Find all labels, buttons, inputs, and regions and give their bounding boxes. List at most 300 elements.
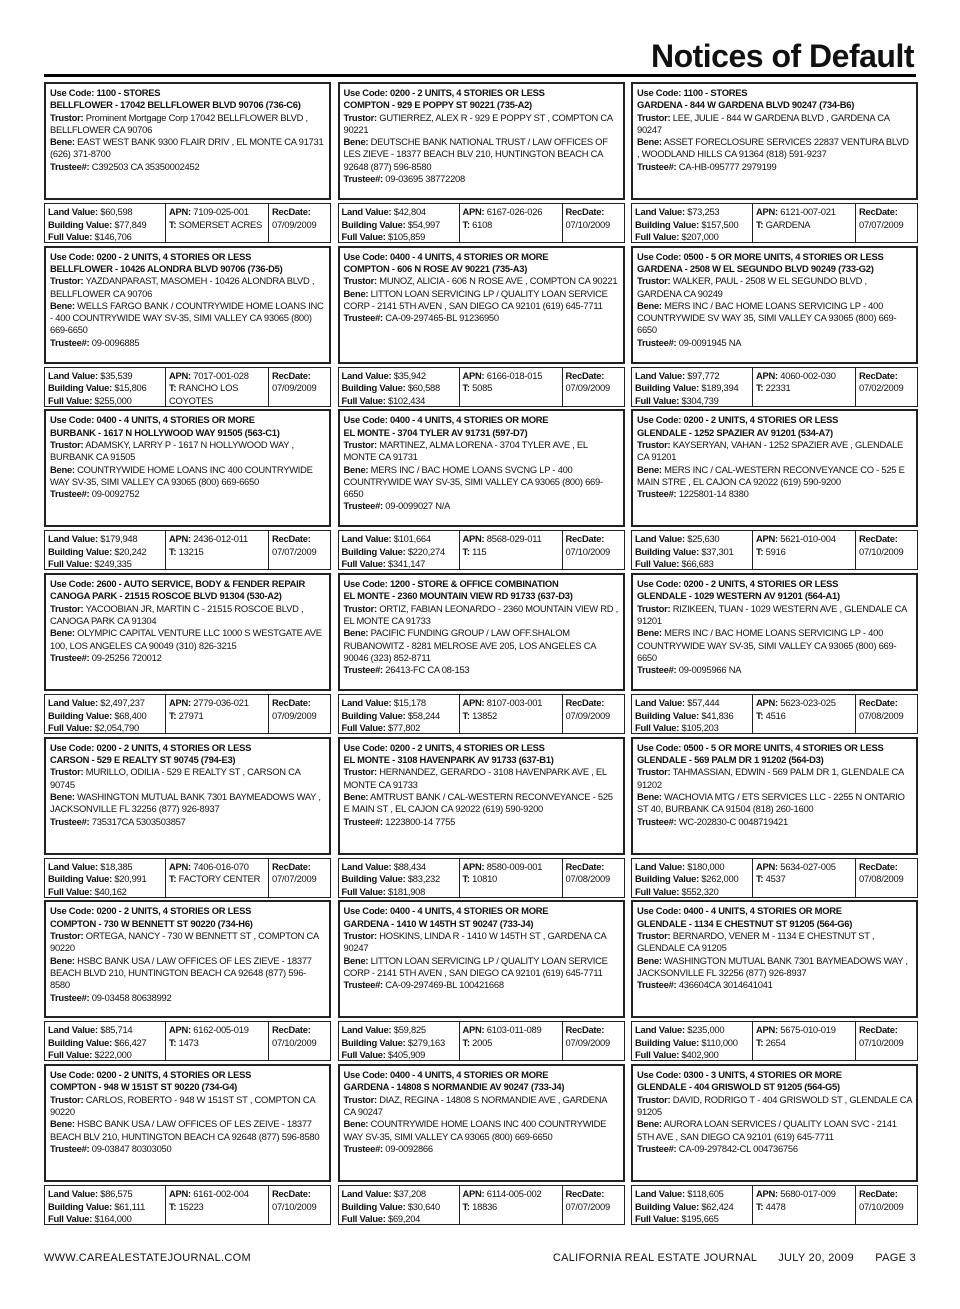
building-value-line	[48, 1201, 162, 1214]
parcel-info	[753, 531, 856, 569]
trustor-label: Trustor:	[637, 930, 671, 942]
tract-value: 6108	[472, 218, 493, 230]
tract-value: 115	[472, 545, 487, 557]
land-value-label: Land Value:	[341, 697, 392, 709]
bene-label: Bene:	[50, 463, 75, 475]
recdate-label: RecDate:	[859, 1188, 898, 1200]
building-value-line	[342, 710, 456, 723]
value-amounts	[339, 368, 460, 406]
apn-label: APN:	[462, 533, 485, 545]
land-value-line	[48, 370, 162, 383]
value-amounts	[632, 1186, 753, 1224]
tract-value: 2005	[472, 1036, 493, 1048]
footer-right	[535, 1252, 916, 1264]
apn-line	[463, 861, 559, 874]
notice-box	[631, 82, 918, 200]
land-value-label: Land Value:	[635, 1188, 685, 1200]
trustee-line	[50, 161, 199, 172]
full-value-line	[635, 886, 749, 899]
building-value-label: Building Value:	[341, 709, 406, 721]
full-value-line	[48, 231, 162, 244]
apn-line	[169, 370, 265, 383]
building-value-line	[342, 1037, 456, 1050]
land-value: $15,178	[393, 697, 426, 709]
apn-value: 5675-010-019	[780, 1024, 836, 1036]
trustee-value: CA-HB-095777 2979199	[678, 160, 777, 172]
apn-value: 6162-005-019	[193, 1024, 249, 1036]
bene-label: Bene:	[50, 299, 75, 311]
land-value-line	[342, 861, 456, 874]
tract-line	[169, 1037, 265, 1050]
full-value: $105,203	[681, 722, 719, 734]
record-date	[269, 1186, 330, 1224]
trustor-label: Trustor:	[50, 275, 84, 287]
property-address: COMPTON - 606 N ROSE AV 90221 (735-A3)	[343, 262, 528, 274]
trustee-value: 735317CA 5303503857	[91, 815, 186, 827]
tract-line	[169, 710, 265, 723]
tract-value: GARDENA	[765, 218, 811, 230]
trustee-line	[50, 652, 162, 663]
full-value: $66,683	[681, 558, 714, 570]
full-value-label: Full Value:	[635, 885, 680, 897]
building-value: $30,640	[407, 1200, 440, 1212]
trustee-value: 09-0099027 N/A	[385, 500, 451, 512]
building-value-label: Building Value:	[341, 873, 406, 885]
notice-box	[631, 900, 918, 1018]
trustee-value: 09-25256 720012	[91, 651, 162, 663]
full-value-line	[48, 722, 162, 735]
trustee-value: 436604CA 3014641041	[678, 979, 773, 991]
notice-column	[44, 737, 331, 901]
trustor-label: Trustor:	[637, 766, 671, 778]
value-table	[338, 858, 625, 898]
notice-column	[338, 1064, 625, 1228]
building-value-line	[635, 546, 749, 559]
bene-value: OLYMPIC CAPITAL VENTURE LLC 1000 S WESTGATE AVE 100, LOS ANGELES CA 90049 (310) 826-3215	[50, 627, 322, 651]
notice-row	[44, 82, 918, 246]
full-value: $105,859	[388, 231, 426, 242]
full-value-line	[48, 1049, 162, 1062]
recdate-value: 07/09/2009	[272, 382, 317, 394]
building-value-line	[635, 710, 749, 723]
bene-value: HSBC BANK USA / LAW OFFICES OF LES ZEIVE - 18377 BEACH BLV 210, HUNTINGTON BEACH CA 92648 (877) 596-8580	[50, 1118, 320, 1142]
trustor-label: Trustor:	[50, 111, 84, 123]
bene-value: HSBC BANK USA / LAW OFFICES OF LES ZIEVE - 18377 BEACH BLVD 210, HUNTINGTON BEACH CA 92648 (877) 596-8580	[50, 954, 312, 991]
land-value: $2,497,237	[100, 697, 145, 709]
trustor-label: Trustor:	[343, 930, 377, 942]
recdate-label: RecDate:	[272, 206, 311, 217]
building-value-label: Building Value:	[635, 382, 699, 394]
tract-line	[169, 219, 265, 232]
bene-line	[50, 955, 312, 991]
trustor-value: DIAZ, REGINA - 14808 S NORMANDIE AVE , GARDENA CA 90247	[343, 1093, 607, 1118]
property-address: GLENDALE - 1134 E CHESTNUT ST 91205 (564-G6)	[637, 917, 853, 929]
bene-line	[344, 1118, 607, 1141]
parcel-info	[460, 1022, 563, 1060]
trustor-label: Trustor:	[343, 766, 377, 778]
parcel-info	[753, 368, 856, 406]
land-value: $97,772	[687, 369, 720, 381]
apn-label: APN:	[462, 206, 485, 217]
parcel-info	[460, 859, 563, 897]
trustee-value: CA-09-297842-CL 004736756	[678, 1142, 798, 1154]
notice-box	[44, 409, 331, 527]
building-value-line	[342, 219, 456, 232]
apn-line	[463, 697, 559, 710]
notice-column	[631, 82, 918, 246]
recdate-value: 07/08/2009	[565, 873, 610, 885]
bene-value: MERS INC / BAC HOME LOANS SERVICING LP - 400 COUNTRYWIDE SV WAY 35, SIMI VALLEY CA 93065 (800) 669-6650	[637, 299, 897, 336]
building-value-line	[342, 546, 456, 559]
tract-line	[463, 873, 559, 886]
full-value: $146,706	[94, 231, 132, 242]
trustee-label: Trustee#:	[50, 1142, 90, 1154]
notice-column	[631, 737, 918, 901]
full-value: $222,000	[94, 1049, 132, 1061]
property-address: GARDENA - 2508 W EL SEGUNDO BLVD 90249 (733-G2)	[637, 262, 874, 274]
trustor-label: Trustor:	[637, 438, 671, 450]
building-value: $20,991	[114, 873, 147, 885]
value-table	[631, 367, 918, 407]
land-value-label: Land Value:	[341, 1188, 392, 1200]
value-table	[338, 530, 625, 570]
parcel-info	[753, 204, 856, 242]
tract-value: 13852	[472, 709, 497, 721]
bene-label: Bene:	[343, 287, 369, 299]
trustor-value: WALKER, PAUL - 2508 W EL SEGUNDO BLVD , GARDENA CA 90249	[637, 275, 867, 299]
trustor-value: Prominent Mortgage Corp 17042 BELLFLOWER BLVD , BELLFLOWER CA 90706	[50, 111, 308, 135]
apn-line	[169, 861, 265, 874]
bene-line	[637, 791, 905, 814]
value-amounts	[339, 859, 460, 897]
full-value-line	[48, 1213, 162, 1226]
value-table	[44, 1185, 331, 1225]
building-value: $279,163	[407, 1036, 445, 1048]
record-date	[269, 204, 330, 242]
recdate-value: 07/10/2009	[859, 545, 904, 557]
trustor-value: BERNARDO, VENER M - 1134 E CHESTNUT ST , GLENDALE CA 91205	[637, 930, 875, 954]
trustee-value: 1223800-14 7755	[385, 815, 456, 827]
land-value: $37,208	[393, 1188, 426, 1200]
record-date	[563, 204, 624, 242]
property-address: BELLFLOWER - 10426 ALONDRA BLVD 90706 (736-D5)	[50, 262, 283, 274]
bene-label: Bene:	[343, 1118, 369, 1130]
use-code: Use Code: 2600 - AUTO SERVICE, BODY & FENDER REPAIR	[50, 578, 306, 590]
bene-line	[637, 955, 908, 978]
trustee-label: Trustee#:	[343, 664, 383, 676]
notice-box	[44, 1064, 331, 1182]
land-value-line	[635, 370, 749, 383]
trustor-label: Trustor:	[343, 1093, 377, 1105]
value-table	[44, 1021, 331, 1061]
value-table	[631, 858, 918, 898]
apn-value: 2779-036-021	[193, 697, 249, 709]
land-value: $57,444	[687, 697, 720, 709]
land-value-label: Land Value:	[635, 697, 685, 709]
footer-website[interactable]: WWW.CAREALESTATEJOURNAL.COM	[44, 1252, 251, 1264]
bene-line	[344, 791, 613, 814]
land-value: $35,942	[393, 369, 426, 381]
land-value: $235,000	[687, 1024, 725, 1036]
notice-column	[338, 82, 625, 246]
notice-column	[338, 737, 625, 901]
trustee-value: C392503 CA 35350002452	[91, 160, 200, 172]
apn-line	[463, 370, 559, 383]
recdate-value: 07/09/2009	[565, 382, 610, 394]
record-date	[269, 368, 330, 406]
recdate-label: RecDate:	[859, 860, 898, 872]
trustor-line	[637, 112, 889, 135]
value-amounts	[339, 695, 460, 733]
trustee-line	[637, 337, 741, 348]
full-value-label: Full Value:	[635, 722, 680, 734]
trustee-line	[344, 979, 504, 990]
tract-line	[169, 873, 265, 886]
building-value: $62,424	[701, 1200, 734, 1212]
trustor-line	[344, 766, 607, 789]
apn-label: APN:	[169, 369, 191, 381]
full-value-line	[342, 395, 456, 408]
building-value: $61,111	[114, 1200, 146, 1212]
notice-column	[631, 246, 918, 410]
trustor-label: Trustor:	[637, 111, 671, 123]
apn-value: 6103-011-089	[486, 1024, 542, 1036]
use-code: Use Code: 0400 - 4 UNITS, 4 STORIES OR MORE	[343, 414, 549, 426]
trustee-value: 1225801-14 8380	[678, 488, 749, 500]
tract-value: 4516	[765, 709, 786, 721]
bene-line	[344, 464, 603, 500]
full-value-label: Full Value:	[48, 394, 93, 406]
use-code: Use Code: 0400 - 4 UNITS, 4 STORIES OR MORE	[50, 414, 255, 426]
record-date	[563, 695, 624, 733]
parcel-info	[166, 859, 269, 897]
value-table	[631, 203, 918, 243]
notice-box	[631, 246, 918, 364]
tract-label: T:	[756, 1200, 764, 1212]
value-table	[631, 1021, 918, 1061]
footer-page: PAGE 3	[875, 1252, 916, 1264]
bene-value: PACIFIC FUNDING GROUP / LAW OFF.SHALOM RUBANOWITZ - 8281 MELROSE AVE 205, LOS ANGELES CA 90046 (323) 852-8711	[343, 627, 596, 663]
land-value-label: Land Value:	[48, 860, 98, 872]
trustee-value: 09-0096885	[91, 336, 140, 348]
bene-line	[344, 627, 596, 663]
land-value: $101,664	[393, 533, 431, 545]
building-value-line	[48, 873, 162, 886]
trustor-value: DAVID, RODRIGO T - 404 GRISWOLD ST , GLENDALE CA 91205	[637, 1093, 912, 1118]
recdate-value: 07/10/2009	[859, 1200, 904, 1212]
land-value-label: Land Value:	[341, 533, 392, 545]
full-value: $249,335	[94, 558, 132, 570]
value-table	[44, 530, 331, 570]
recdate-label: RecDate:	[565, 533, 605, 545]
full-value-label: Full Value:	[341, 1049, 386, 1061]
trustee-value: 09-03695 38772208	[385, 173, 465, 185]
apn-label: APN:	[756, 206, 778, 217]
tract-label: T:	[169, 873, 177, 885]
land-value-label: Land Value:	[635, 206, 685, 217]
building-value-line	[635, 1201, 749, 1214]
bene-line	[637, 136, 909, 159]
full-value: $402,900	[681, 1049, 719, 1061]
tract-label: T:	[756, 1036, 764, 1048]
land-value: $60,598	[100, 206, 133, 217]
parcel-info	[753, 695, 856, 733]
full-value-line	[48, 395, 162, 408]
use-code: Use Code: 0200 - 2 UNITS, 4 STORIES OR LESS	[50, 1069, 252, 1081]
bene-label: Bene:	[343, 954, 369, 966]
parcel-info	[460, 1186, 563, 1224]
building-value: $41,836	[701, 709, 734, 721]
bene-label: Bene:	[343, 627, 369, 639]
recdate-value: 07/09/2009	[272, 709, 317, 721]
apn-label: APN:	[462, 369, 485, 381]
land-value-label: Land Value:	[48, 369, 98, 381]
recdate-value: 07/10/2009	[565, 218, 610, 230]
recdate-label: RecDate:	[859, 533, 898, 545]
apn-label: APN:	[462, 1024, 485, 1036]
bene-line	[50, 1118, 319, 1141]
record-date	[563, 368, 624, 406]
land-value-line	[635, 1024, 749, 1037]
use-code: Use Code: 0500 - 5 OR MORE UNITS, 4 STORIES OR LESS	[637, 250, 884, 262]
apn-value: 5621-010-004	[780, 533, 836, 545]
trustee-label: Trustee#:	[50, 991, 90, 1003]
notice-box	[338, 1064, 625, 1182]
trustor-line	[50, 275, 314, 298]
notice-box	[631, 409, 918, 527]
bene-value: COUNTRYWIDE HOME LOANS INC 400 COUNTRYWIDE WAY SV-35, SIMI VALLEY CA 93065 (800) 669-6650	[50, 463, 313, 487]
building-value-label: Building Value:	[48, 709, 112, 721]
notice-column	[631, 900, 918, 1064]
apn-line	[463, 1188, 559, 1201]
land-value-line	[342, 533, 456, 546]
bene-label: Bene:	[637, 790, 662, 802]
tract-value: 15223	[178, 1200, 204, 1212]
land-value: $88,434	[393, 860, 426, 872]
trustee-line	[344, 1143, 433, 1154]
trustor-line	[637, 766, 904, 789]
land-value: $180,000	[687, 860, 725, 872]
trustee-label: Trustee#:	[637, 160, 677, 172]
full-value: $77,802	[388, 722, 421, 734]
record-date	[856, 1022, 917, 1060]
bene-label: Bene:	[50, 1118, 75, 1130]
recdate-label: RecDate:	[272, 1188, 311, 1200]
value-amounts	[632, 204, 753, 242]
tract-value: 18836	[472, 1200, 497, 1212]
trustee-line	[344, 312, 499, 323]
trustee-line	[637, 979, 773, 990]
apn-label: APN:	[169, 1188, 191, 1200]
full-value: $255,000	[94, 394, 132, 406]
notice-box	[338, 82, 625, 200]
trustor-line	[637, 930, 874, 953]
trustee-value: 09-0091945 NA	[678, 336, 742, 348]
full-value-line	[635, 1213, 749, 1226]
title-rule	[44, 74, 916, 77]
tract-line	[169, 546, 265, 559]
trustor-value: ADAMSKY, LARRY P - 1617 N HOLLYWOOD WAY , BURBANK CA 91505	[50, 438, 294, 463]
tract-value: 27971	[178, 709, 204, 721]
property-address: GLENDALE - 1252 SPAZIER AV 91201 (534-A7)	[637, 426, 833, 438]
building-value-line	[48, 382, 162, 395]
trustee-label: Trustee#:	[343, 979, 383, 991]
recdate-value: 07/07/2009	[565, 1200, 610, 1212]
recdate-label: RecDate:	[565, 1024, 605, 1036]
land-value-label: Land Value:	[341, 1024, 392, 1036]
land-value-line	[48, 1024, 162, 1037]
record-date	[856, 695, 917, 733]
notice-column	[44, 573, 331, 737]
value-amounts	[339, 1186, 460, 1224]
notice-row	[44, 1064, 918, 1228]
value-table	[44, 367, 331, 407]
trustee-value: 09-0095966 NA	[678, 664, 742, 676]
building-value: $58,244	[407, 709, 440, 721]
full-value: $195,665	[681, 1213, 719, 1225]
apn-line	[169, 697, 265, 710]
record-date	[563, 859, 624, 897]
land-value-label: Land Value:	[635, 533, 685, 545]
trustee-line	[637, 1143, 798, 1154]
trustee-label: Trustee#:	[343, 173, 383, 185]
building-value: $54,997	[407, 218, 440, 230]
recdate-label: RecDate:	[859, 1024, 898, 1036]
trustee-label: Trustee#:	[50, 160, 90, 172]
apn-label: APN:	[462, 860, 485, 872]
full-value: $341,147	[388, 558, 426, 570]
full-value-label: Full Value:	[341, 722, 386, 734]
record-date	[269, 695, 330, 733]
recdate-label: RecDate:	[565, 206, 605, 217]
bene-value: WELLS FARGO BANK / COUNTRYWIDE HOME LOANS INC - 400 COUNTRYWIDE WAY SV-35, SIMI VALLEY CA 93065 (800) 669-6650	[50, 299, 324, 336]
trustor-value: MARTINEZ, ALMA LORENA - 3704 TYLER AVE , EL MONTE CA 91731	[343, 438, 588, 463]
parcel-info	[166, 695, 269, 733]
trustee-label: Trustee#:	[637, 488, 677, 500]
recdate-label: RecDate:	[859, 697, 898, 709]
record-date	[563, 1186, 624, 1224]
building-value-label: Building Value:	[635, 545, 699, 557]
trustor-label: Trustor:	[343, 111, 377, 123]
tract-line	[756, 1201, 852, 1214]
bene-label: Bene:	[637, 954, 662, 966]
tract-line	[169, 1201, 265, 1214]
use-code: Use Code: 0200 - 2 UNITS, 4 STORIES OR LESS	[343, 87, 545, 98]
bene-label: Bene:	[637, 463, 662, 475]
full-value-line	[342, 886, 456, 899]
land-value-line	[48, 206, 162, 219]
full-value: $181,908	[388, 885, 426, 897]
use-code: Use Code: 1100 - STORES	[637, 87, 748, 98]
land-value-line	[48, 697, 162, 710]
recdate-value: 07/08/2009	[859, 709, 904, 721]
bene-label: Bene:	[343, 463, 369, 475]
bene-line	[344, 136, 608, 172]
parcel-info	[166, 1022, 269, 1060]
land-value: $35,539	[100, 369, 133, 381]
land-value: $86,575	[100, 1188, 133, 1200]
land-value: $42,804	[393, 206, 426, 217]
land-value-label: Land Value:	[48, 206, 98, 217]
trustee-line	[637, 664, 741, 675]
recdate-label: RecDate:	[565, 697, 605, 709]
trustor-value: CARLOS, ROBERTO - 948 W 151ST ST , COMPTON CA 90220	[50, 1093, 315, 1118]
apn-line	[756, 697, 852, 710]
trustee-label: Trustee#:	[50, 336, 90, 348]
apn-label: APN:	[169, 1024, 191, 1036]
full-value: $304,739	[681, 394, 719, 406]
trustor-line	[344, 439, 588, 462]
